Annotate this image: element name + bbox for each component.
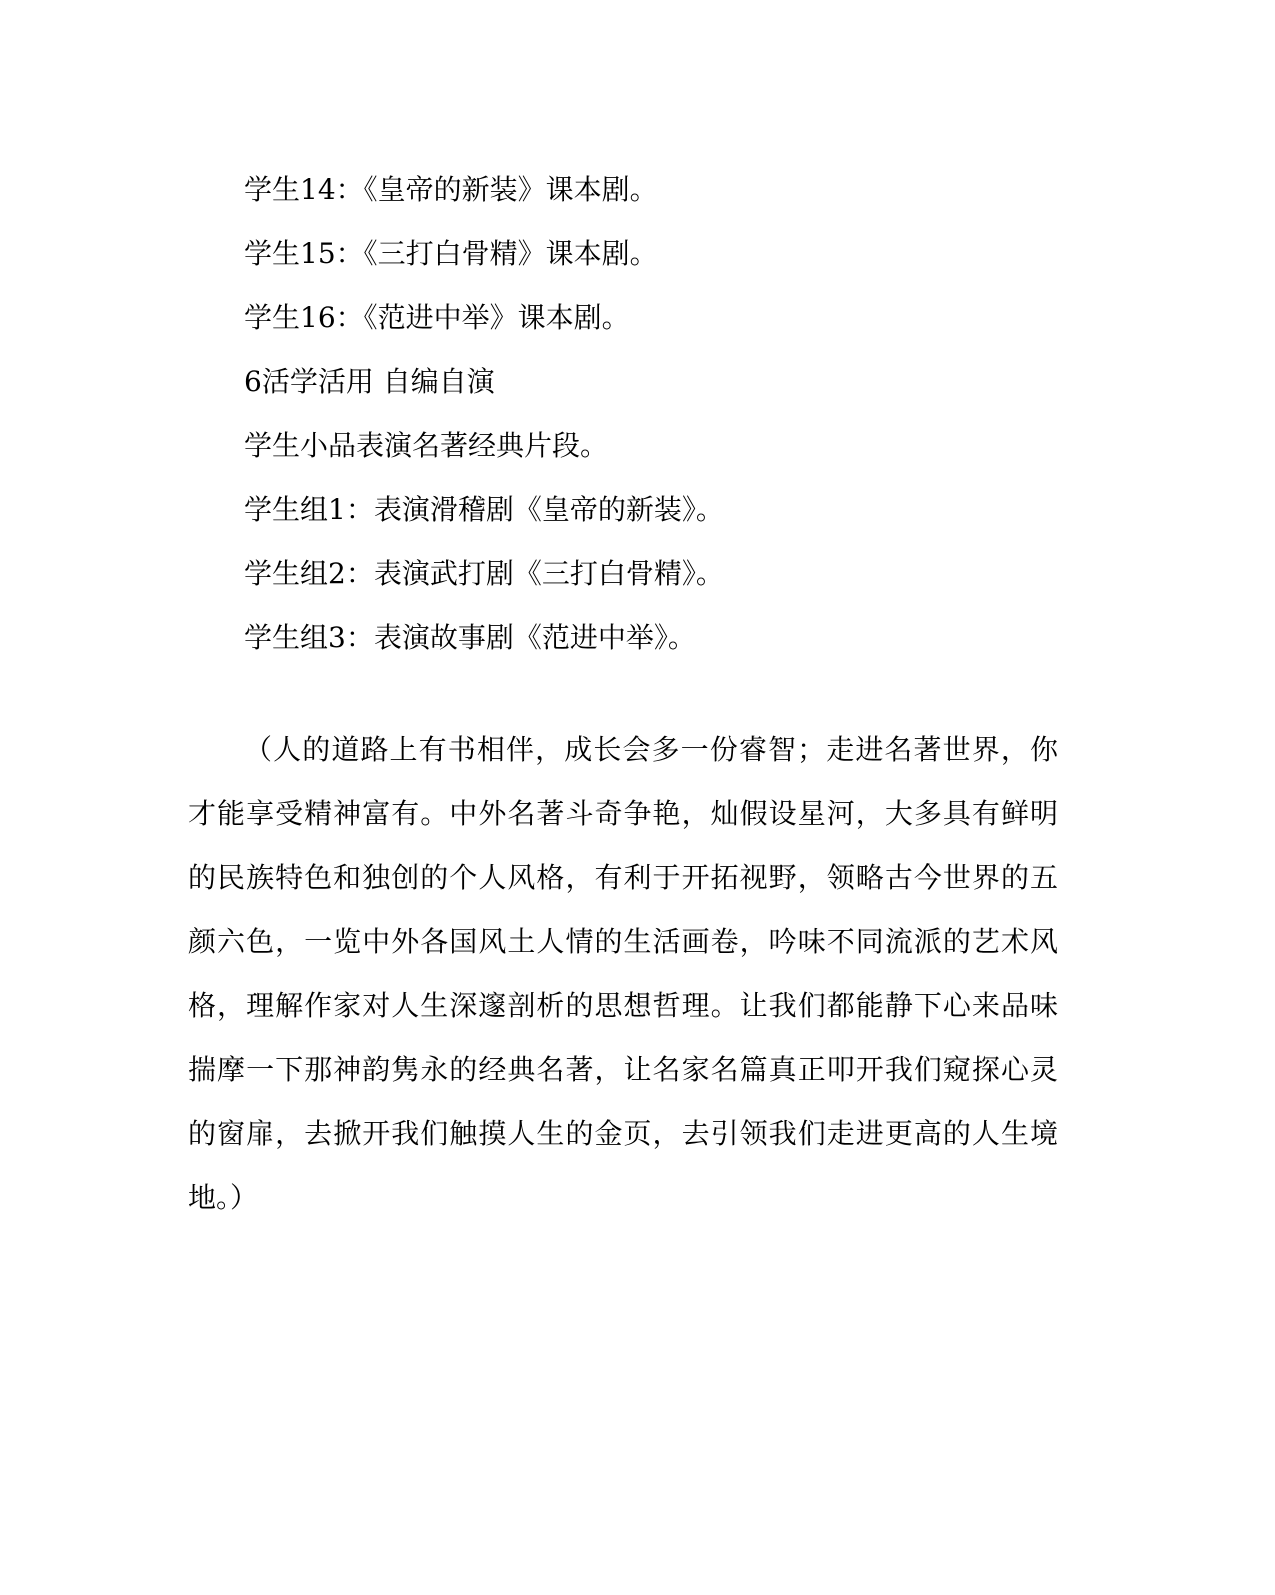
- line-skit-intro: 学生小品表演名著经典片段。: [244, 429, 609, 462]
- closing-paragraph: [188, 718, 1058, 1230]
- paragraph-line: 才能享受精神富有。中外名著斗奇争艳，灿假设星河，大多具有鲜明: [188, 797, 1058, 830]
- paragraph-line: 的窗扉，去掀开我们触摸人生的金页，去引领我们走进更高的人生境: [188, 1117, 1058, 1150]
- line-student-15: 学生15：《三打白骨精》课本剧。: [244, 237, 658, 270]
- paragraph-line: 的民族特色和独创的个人风格，有利于开拓视野，领略古今世界的五: [188, 861, 1058, 894]
- paragraph-line: 地。）: [188, 1181, 259, 1214]
- line-student-14: 学生14：《皇帝的新装》课本剧。: [244, 173, 658, 206]
- line-group-2: 学生组2：表演武打剧《三打白骨精》。: [244, 557, 724, 590]
- line-student-16: 学生16：《范进中举》课本剧。: [244, 301, 630, 334]
- section-heading: 6活学活用 自编自演: [244, 365, 495, 398]
- line-group-3: 学生组3：表演故事剧《范进中举》。: [244, 621, 696, 654]
- line-group-1: 学生组1：表演滑稽剧《皇帝的新装》。: [244, 493, 724, 526]
- paragraph-line: （人的道路上有书相伴，成长会多一份睿智；走进名著世界，你: [244, 733, 1058, 766]
- paragraph-line: 格，理解作家对人生深邃剖析的思想哲理。让我们都能静下心来品味: [188, 989, 1058, 1022]
- paragraph-line: 揣摩一下那神韵隽永的经典名著，让名家名篇真正叩开我们窥探心灵: [188, 1053, 1058, 1086]
- paragraph-line: 颜六色，一览中外各国风土人情的生活画卷，吟味不同流派的艺术风: [188, 925, 1058, 958]
